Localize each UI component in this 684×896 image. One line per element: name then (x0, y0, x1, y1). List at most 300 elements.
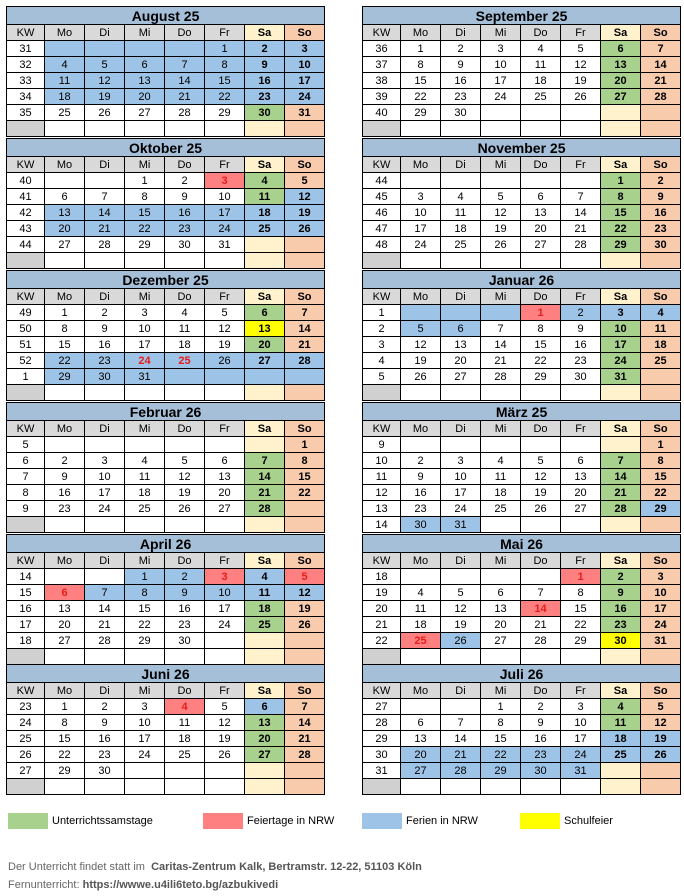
day-cell (641, 385, 681, 401)
day-cell (441, 437, 481, 453)
day-cell: 24 (401, 237, 441, 253)
day-cell: 27 (481, 633, 521, 649)
header-sa: Sa (601, 683, 641, 699)
header-fr: Fr (205, 553, 245, 569)
day-cell: 9 (521, 715, 561, 731)
weekday-header (7, 683, 325, 699)
day-cell: 2 (401, 453, 441, 469)
day-cell: 13 (601, 57, 641, 73)
day-cell (561, 253, 601, 269)
header-do: Do (165, 421, 205, 437)
day-cell: 25 (245, 221, 285, 237)
day-cell: 9 (245, 57, 285, 73)
day-cell (561, 385, 601, 401)
header-mi: Mi (481, 421, 521, 437)
day-cell: 17 (401, 221, 441, 237)
day-cell: 7 (165, 57, 205, 73)
week-row (7, 585, 325, 601)
day-cell: 8 (641, 453, 681, 469)
day-cell (641, 517, 681, 533)
header-sa: Sa (245, 553, 285, 569)
day-cell (45, 779, 85, 795)
day-cell: 18 (601, 731, 641, 747)
day-cell: 8 (125, 585, 165, 601)
day-cell: 29 (481, 763, 521, 779)
day-cell: 30 (641, 237, 681, 253)
week-row (363, 469, 681, 485)
month-table (362, 664, 681, 795)
week-number: 5 (7, 437, 45, 453)
legend (0, 810, 684, 834)
day-cell (245, 633, 285, 649)
header-kw: KW (363, 25, 401, 41)
week-number: 10 (363, 453, 401, 469)
day-cell: 1 (401, 41, 441, 57)
day-cell (165, 437, 205, 453)
day-cell: 17 (441, 485, 481, 501)
day-cell: 6 (245, 305, 285, 321)
day-cell: 15 (641, 469, 681, 485)
day-cell (125, 121, 165, 137)
header-mo: Mo (401, 553, 441, 569)
day-cell (285, 517, 325, 533)
day-cell: 21 (641, 73, 681, 89)
day-cell (245, 369, 285, 385)
day-cell: 3 (561, 699, 601, 715)
day-cell: 24 (641, 617, 681, 633)
week-row (363, 121, 681, 137)
month-9 (362, 534, 680, 665)
week-number: 41 (7, 189, 45, 205)
day-cell: 17 (481, 73, 521, 89)
day-cell (521, 121, 561, 137)
day-cell: 1 (125, 569, 165, 585)
week-row (363, 763, 681, 779)
week-row (7, 453, 325, 469)
day-cell: 16 (85, 337, 125, 353)
day-cell: 6 (45, 585, 85, 601)
day-cell: 1 (125, 173, 165, 189)
day-cell: 30 (85, 369, 125, 385)
day-cell: 26 (521, 501, 561, 517)
weekday-header (7, 421, 325, 437)
week-row (7, 237, 325, 253)
day-cell: 7 (641, 41, 681, 57)
month-title: Dezember 25 (7, 271, 325, 289)
day-cell: 14 (85, 601, 125, 617)
day-cell (521, 385, 561, 401)
day-cell: 17 (125, 337, 165, 353)
day-cell: 15 (45, 731, 85, 747)
day-cell (205, 121, 245, 137)
day-cell (401, 779, 441, 795)
day-cell: 5 (521, 453, 561, 469)
day-cell: 1 (45, 305, 85, 321)
day-cell: 25 (481, 501, 521, 517)
week-row (7, 747, 325, 763)
week-number (7, 121, 45, 137)
day-cell: 1 (601, 173, 641, 189)
day-cell: 30 (245, 105, 285, 121)
day-cell: 23 (85, 747, 125, 763)
header-fr: Fr (205, 25, 245, 41)
day-cell (85, 41, 125, 57)
day-cell: 20 (521, 221, 561, 237)
day-cell (601, 763, 641, 779)
day-cell (245, 763, 285, 779)
header-kw: KW (7, 421, 45, 437)
day-cell: 21 (85, 221, 125, 237)
week-row (7, 731, 325, 747)
day-cell (285, 237, 325, 253)
day-cell (125, 41, 165, 57)
month-table (6, 534, 325, 665)
day-cell: 3 (85, 453, 125, 469)
header-di: Di (441, 289, 481, 305)
month-0 (6, 6, 324, 137)
week-row (7, 73, 325, 89)
day-cell: 27 (45, 237, 85, 253)
day-cell: 31 (125, 369, 165, 385)
day-cell: 9 (601, 585, 641, 601)
day-cell: 6 (125, 57, 165, 73)
month-8 (6, 534, 324, 665)
day-cell: 22 (641, 485, 681, 501)
day-cell: 11 (245, 189, 285, 205)
day-cell: 26 (205, 747, 245, 763)
day-cell: 7 (441, 715, 481, 731)
day-cell: 11 (165, 321, 205, 337)
day-cell: 6 (441, 321, 481, 337)
day-cell: 12 (641, 715, 681, 731)
week-number: 19 (363, 585, 401, 601)
month-table (6, 138, 325, 269)
week-row (7, 105, 325, 121)
header-kw: KW (7, 25, 45, 41)
week-row (363, 105, 681, 121)
day-cell: 20 (481, 617, 521, 633)
day-cell (441, 779, 481, 795)
day-cell (125, 437, 165, 453)
day-cell (45, 41, 85, 57)
day-cell (441, 173, 481, 189)
day-cell (401, 253, 441, 269)
header-mi: Mi (125, 421, 165, 437)
day-cell: 21 (521, 617, 561, 633)
month-1 (362, 6, 680, 137)
day-cell: 14 (285, 715, 325, 731)
week-row (7, 617, 325, 633)
week-row (363, 73, 681, 89)
day-cell: 6 (561, 453, 601, 469)
week-row (7, 321, 325, 337)
day-cell (401, 305, 441, 321)
month-title: Mai 26 (363, 535, 681, 553)
day-cell: 9 (165, 585, 205, 601)
day-cell: 5 (165, 453, 205, 469)
week-number: 44 (363, 173, 401, 189)
day-cell: 14 (521, 601, 561, 617)
day-cell: 1 (521, 305, 561, 321)
month-4 (6, 270, 324, 401)
day-cell: 20 (401, 747, 441, 763)
week-row (363, 617, 681, 633)
day-cell: 1 (481, 699, 521, 715)
day-cell (641, 105, 681, 121)
week-number: 24 (7, 715, 45, 731)
day-cell: 22 (561, 617, 601, 633)
header-do: Do (521, 421, 561, 437)
day-cell (45, 437, 85, 453)
day-cell: 29 (45, 763, 85, 779)
header-mi: Mi (481, 553, 521, 569)
day-cell: 16 (521, 731, 561, 747)
day-cell: 14 (601, 469, 641, 485)
day-cell: 20 (205, 485, 245, 501)
day-cell: 8 (601, 189, 641, 205)
week-row (363, 633, 681, 649)
day-cell (165, 649, 205, 665)
day-cell (481, 253, 521, 269)
header-so: So (285, 25, 325, 41)
day-cell: 30 (85, 763, 125, 779)
day-cell (165, 763, 205, 779)
day-cell: 31 (441, 517, 481, 533)
day-cell (285, 385, 325, 401)
week-row (363, 321, 681, 337)
day-cell: 5 (205, 305, 245, 321)
day-cell: 11 (245, 585, 285, 601)
day-cell (481, 173, 521, 189)
week-number (7, 649, 45, 665)
day-cell: 19 (561, 73, 601, 89)
day-cell (165, 41, 205, 57)
day-cell: 22 (481, 747, 521, 763)
day-cell: 10 (641, 585, 681, 601)
day-cell: 13 (401, 731, 441, 747)
week-row (363, 715, 681, 731)
day-cell: 14 (245, 469, 285, 485)
week-number: 30 (363, 747, 401, 763)
week-row (363, 305, 681, 321)
day-cell (245, 385, 285, 401)
week-row (363, 517, 681, 533)
day-cell: 24 (85, 501, 125, 517)
week-number: 27 (7, 763, 45, 779)
day-cell: 12 (285, 585, 325, 601)
header-kw: KW (363, 421, 401, 437)
day-cell: 5 (285, 569, 325, 585)
week-row (7, 221, 325, 237)
week-row (363, 747, 681, 763)
week-row (7, 699, 325, 715)
week-number: 5 (363, 369, 401, 385)
day-cell: 23 (521, 747, 561, 763)
week-number: 49 (7, 305, 45, 321)
day-cell (521, 779, 561, 795)
header-mo: Mo (401, 25, 441, 41)
day-cell: 10 (401, 205, 441, 221)
day-cell: 13 (125, 73, 165, 89)
day-cell: 13 (245, 715, 285, 731)
header-sa: Sa (245, 421, 285, 437)
month-3 (362, 138, 680, 269)
header-mo: Mo (45, 289, 85, 305)
week-row (7, 189, 325, 205)
weekday-header (7, 553, 325, 569)
header-sa: Sa (601, 553, 641, 569)
week-number: 20 (363, 601, 401, 617)
day-cell (85, 121, 125, 137)
footer-remote (8, 876, 422, 894)
day-cell (481, 305, 521, 321)
header-so: So (641, 289, 681, 305)
day-cell (401, 437, 441, 453)
day-cell: 15 (45, 337, 85, 353)
day-cell: 19 (641, 731, 681, 747)
header-kw: KW (7, 289, 45, 305)
day-cell (85, 437, 125, 453)
day-cell: 6 (205, 453, 245, 469)
footer-remote-link[interactable]: https://wwwe.u4ili6teto.bg/azbukivedi (82, 879, 279, 891)
day-cell: 26 (481, 237, 521, 253)
day-cell: 19 (401, 353, 441, 369)
day-cell (601, 779, 641, 795)
day-cell (561, 121, 601, 137)
day-cell: 15 (125, 601, 165, 617)
day-cell: 28 (601, 501, 641, 517)
day-cell: 17 (205, 601, 245, 617)
day-cell: 14 (85, 205, 125, 221)
header-sa: Sa (601, 289, 641, 305)
day-cell: 26 (641, 747, 681, 763)
day-cell: 10 (441, 469, 481, 485)
week-row (7, 779, 325, 795)
month-title: November 25 (363, 139, 681, 157)
day-cell: 29 (521, 369, 561, 385)
day-cell: 21 (441, 747, 481, 763)
weekday-header (363, 157, 681, 173)
day-cell: 27 (45, 633, 85, 649)
header-fr: Fr (205, 421, 245, 437)
weekday-header (363, 683, 681, 699)
header-mo: Mo (401, 683, 441, 699)
day-cell: 1 (45, 699, 85, 715)
day-cell: 16 (641, 205, 681, 221)
legend-swatch-green (8, 813, 48, 829)
week-number: 1 (363, 305, 401, 321)
week-number (363, 649, 401, 665)
header-di: Di (85, 553, 125, 569)
day-cell: 10 (285, 57, 325, 73)
day-cell: 1 (561, 569, 601, 585)
week-number: 29 (363, 731, 401, 747)
day-cell (205, 649, 245, 665)
day-cell: 25 (401, 633, 441, 649)
day-cell (85, 173, 125, 189)
header-di: Di (85, 157, 125, 173)
day-cell: 8 (205, 57, 245, 73)
day-cell: 27 (561, 501, 601, 517)
day-cell: 29 (641, 501, 681, 517)
day-cell: 30 (165, 633, 205, 649)
day-cell: 9 (641, 189, 681, 205)
week-number (363, 385, 401, 401)
header-do: Do (521, 289, 561, 305)
header-do: Do (521, 157, 561, 173)
day-cell: 9 (85, 321, 125, 337)
header-do: Do (165, 553, 205, 569)
day-cell: 18 (165, 731, 205, 747)
day-cell: 27 (245, 747, 285, 763)
header-fr: Fr (205, 289, 245, 305)
day-cell (401, 649, 441, 665)
week-number: 40 (7, 173, 45, 189)
legend-item-schulfeier (520, 812, 613, 830)
day-cell: 17 (205, 205, 245, 221)
day-cell: 18 (401, 617, 441, 633)
day-cell: 27 (401, 763, 441, 779)
day-cell: 22 (125, 617, 165, 633)
day-cell: 1 (285, 437, 325, 453)
day-cell: 4 (165, 305, 205, 321)
week-row (363, 353, 681, 369)
header-di: Di (85, 421, 125, 437)
header-fr: Fr (561, 683, 601, 699)
day-cell: 11 (165, 715, 205, 731)
weekday-header (363, 25, 681, 41)
week-row (363, 337, 681, 353)
day-cell: 7 (85, 585, 125, 601)
day-cell: 4 (165, 699, 205, 715)
day-cell: 3 (205, 569, 245, 585)
day-cell: 8 (521, 321, 561, 337)
day-cell: 28 (285, 747, 325, 763)
day-cell: 25 (125, 501, 165, 517)
header-mo: Mo (401, 289, 441, 305)
day-cell: 10 (205, 189, 245, 205)
header-mi: Mi (481, 25, 521, 41)
day-cell: 5 (561, 41, 601, 57)
day-cell (561, 173, 601, 189)
day-cell (285, 649, 325, 665)
day-cell: 8 (561, 585, 601, 601)
header-mo: Mo (45, 157, 85, 173)
day-cell: 28 (165, 105, 205, 121)
day-cell: 21 (601, 485, 641, 501)
month-11 (362, 664, 680, 795)
day-cell (641, 649, 681, 665)
day-cell: 9 (441, 57, 481, 73)
day-cell: 21 (85, 617, 125, 633)
header-sa: Sa (601, 421, 641, 437)
month-7 (362, 402, 680, 533)
day-cell (45, 121, 85, 137)
day-cell (165, 517, 205, 533)
day-cell (45, 569, 85, 585)
day-cell: 18 (45, 89, 85, 105)
day-cell: 2 (521, 699, 561, 715)
day-cell (641, 763, 681, 779)
week-number: 31 (7, 41, 45, 57)
week-number: 21 (363, 617, 401, 633)
day-cell: 29 (45, 369, 85, 385)
legend-swatch-blue (362, 813, 402, 829)
header-mi: Mi (125, 683, 165, 699)
day-cell: 4 (401, 585, 441, 601)
day-cell (561, 105, 601, 121)
day-cell: 4 (45, 57, 85, 73)
